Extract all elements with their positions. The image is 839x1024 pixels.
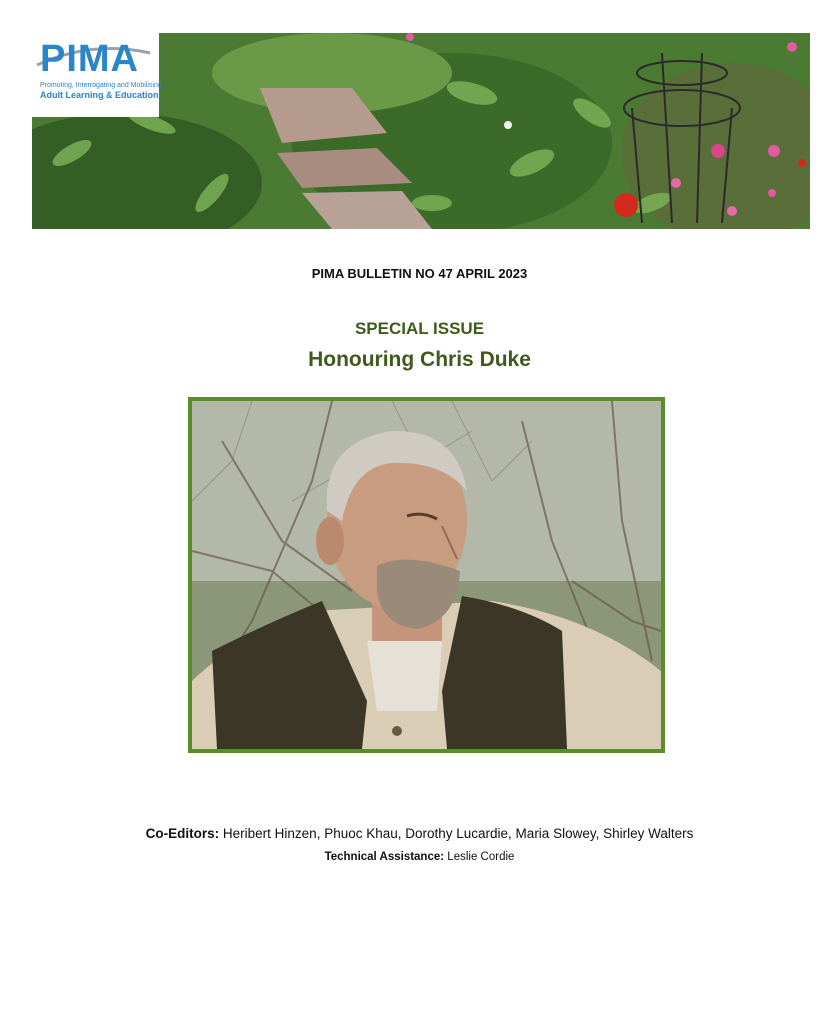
technical-assistance-label: Technical Assistance: (324, 851, 445, 863)
logo-tagline-line-1: Promoting, Interrogating and Mobilising (40, 82, 162, 89)
co-editors-label: Co-Editors: (145, 826, 220, 841)
co-editors-names: Heribert Hinzen, Phuoc Khau, Dorothy Lucardie, Maria Slowey, Shirley Walters (222, 826, 694, 841)
logo-tagline-line-2: Adult Learning & Education (40, 90, 159, 100)
pima-logo (32, 33, 162, 117)
co-editors-line (0, 826, 839, 841)
technical-assistance-name: Leslie Cordie (447, 851, 515, 863)
special-issue-heading: SPECIAL ISSUE (354, 319, 485, 338)
bulletin-number: PIMA BULLETIN NO 47 APRIL 2023 (311, 266, 528, 281)
technical-assistance-line (0, 851, 839, 863)
portrait-photo (188, 397, 665, 753)
issue-title: Honouring Chris Duke (308, 348, 531, 371)
logo-wordmark: PIMA (40, 38, 139, 80)
